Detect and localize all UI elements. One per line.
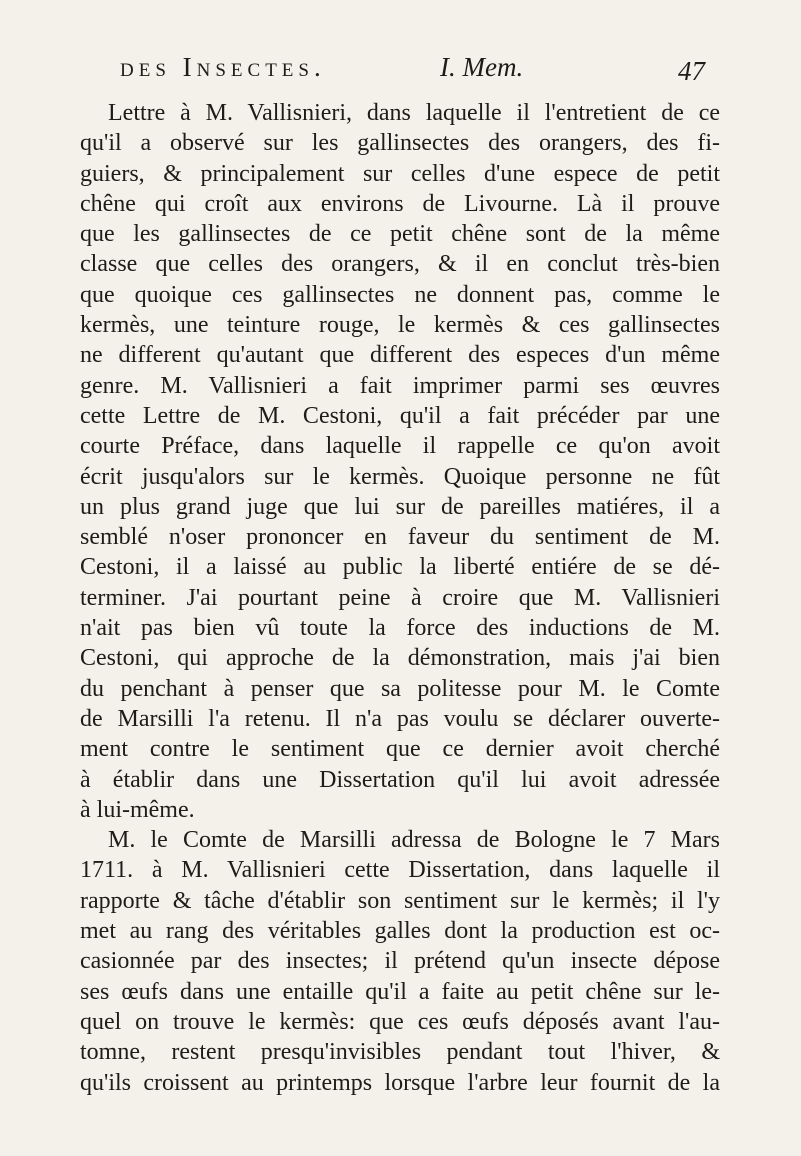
text-line: terminer. J'ai pourtant peine à croire que M. Vallisnieri	[80, 584, 720, 611]
text-line: courte Préface, dans laquelle il rappelle ce qu'on avoit	[80, 433, 720, 460]
text-line: tomne, restent presqu'invisibles pendant tout l'hiver, &	[80, 1039, 720, 1066]
text-line: 1711. à M. Vallisnieri cette Dissertation, dans laquelle il	[80, 857, 720, 884]
text-line: quel on trouve le kermès: que ces œufs déposés avant l'au-	[80, 1008, 720, 1035]
text-line: ses œufs dans une entaille qu'il a faite au petit chêne sur le-	[80, 978, 720, 1005]
text-line: qu'ils croissent au printemps lorsque l'arbre leur fournit de la	[80, 1069, 720, 1096]
text-line: ne different qu'autant que different des especes d'un même	[80, 342, 720, 369]
text-line: à établir dans une Dissertation qu'il lui avoit adressée	[80, 766, 720, 793]
text-line: un plus grand juge que lui sur de pareilles matiéres, il a	[80, 493, 720, 520]
text-line: kermès, une teinture rouge, le kermès & ces gallinsectes	[80, 312, 720, 339]
text-line: ment contre le sentiment que ce dernier avoit cherché	[80, 736, 720, 763]
text-line: cette Lettre de M. Cestoni, qu'il a fait précéder par une	[80, 402, 720, 429]
text-line: met au rang des véritables galles dont la production est oc-	[80, 918, 720, 945]
text-line: écrit jusqu'alors sur le kermès. Quoique personne ne fût	[80, 463, 720, 490]
text-line: Cestoni, il a laissé au public la liberté entiére de se dé-	[80, 554, 720, 581]
body-text	[80, 98, 720, 1098]
text-line: que quoique ces gallinsectes ne donnent pas, comme le	[80, 281, 720, 308]
page-number: 47	[678, 56, 705, 86]
text-line: guiers, & principalement sur celles d'une espece de petit	[80, 160, 720, 187]
text-line: à lui-même.	[80, 796, 195, 823]
text-line: de Marsilli l'a retenu. Il n'a pas voulu se déclarer ouverte-	[80, 705, 720, 732]
running-head-section: I. Mem.	[440, 52, 524, 82]
running-head	[120, 52, 720, 92]
text-line: qu'il a observé sur les gallinsectes des orangers, des fi-	[80, 130, 720, 157]
text-line: que les gallinsectes de ce petit chêne sont de la même	[80, 221, 720, 248]
text-line: Lettre à M. Vallisnieri, dans laquelle il l'entretient de ce	[108, 100, 720, 126]
text-line: chêne qui croît aux environs de Livourne. Là il prouve	[80, 190, 720, 217]
text-line: casionnée par des insectes; il prétend qu'un insecte dépose	[80, 948, 720, 975]
text-line: classe que celles des orangers, & il en conclut très-bien	[80, 251, 720, 278]
text-line: n'ait pas bien vû toute la force des inductions de M.	[80, 615, 720, 642]
text-line: M. le Comte de Marsilli adressa de Bologne le 7 Mars	[108, 827, 720, 854]
text-line: semblé n'oser prononcer en faveur du sentiment de M.	[80, 524, 720, 551]
text-line: rapporte & tâche d'établir son sentiment sur le kermès; il l'y	[80, 887, 720, 914]
text-line: Cestoni, qui approche de la démonstration, mais j'ai bien	[80, 645, 720, 672]
text-line: genre. M. Vallisnieri a fait imprimer parmi ses œuvres	[80, 372, 720, 399]
text-line: du penchant à penser que sa politesse pour M. le Comte	[80, 675, 720, 702]
running-head-title: des Insectes.	[120, 52, 326, 82]
